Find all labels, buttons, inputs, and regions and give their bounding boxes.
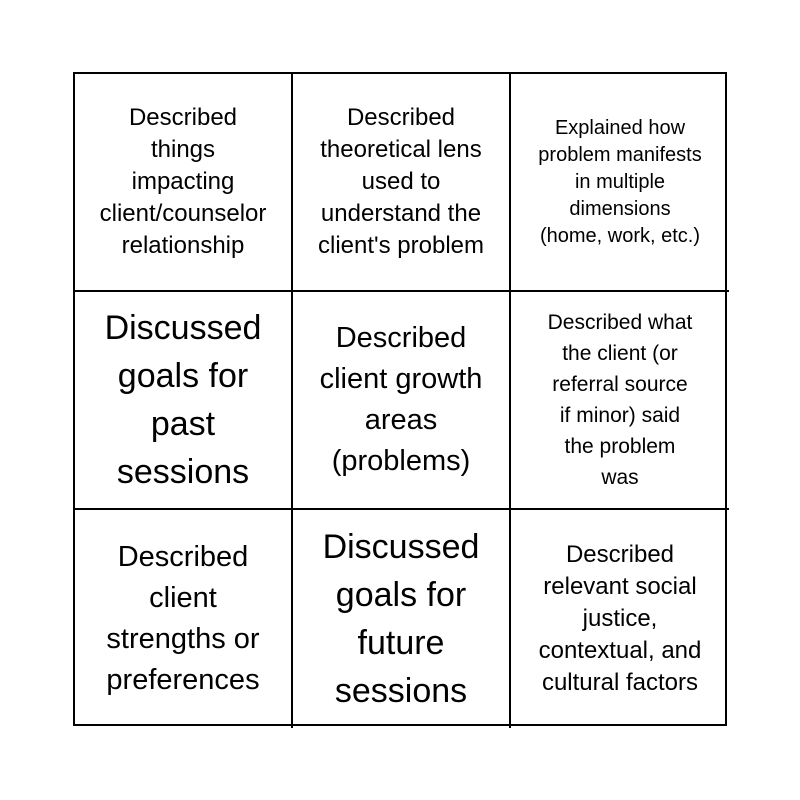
bingo-cell-r1c3[interactable]: Explained how problem manifests in multiple dimensions (home, work, etc.) bbox=[511, 74, 729, 292]
bingo-cell-r1c1[interactable]: Described things impacting client/counselor relationship bbox=[75, 74, 293, 292]
bingo-cell-r3c2[interactable]: Discussed goals for future sessions bbox=[293, 510, 511, 728]
bingo-board bbox=[73, 72, 727, 726]
bingo-cell-r3c3[interactable]: Described relevant social justice, contextual, and cultural factors bbox=[538, 541, 702, 696]
bingo-cell-r3c1[interactable]: Described client strengths or preferences bbox=[75, 510, 293, 728]
bingo-cell-r2c1[interactable]: Discussed goals for past sessions bbox=[75, 292, 293, 510]
bingo-cell-r2c2[interactable]: Described client growth areas (problems) bbox=[293, 292, 511, 510]
bingo-cell-r2c3[interactable]: Described what the client (or referral source if minor) said the problem was bbox=[511, 292, 729, 510]
bingo-cell-r1c2[interactable]: Described theoretical lens used to understand the client's problem bbox=[293, 74, 511, 292]
